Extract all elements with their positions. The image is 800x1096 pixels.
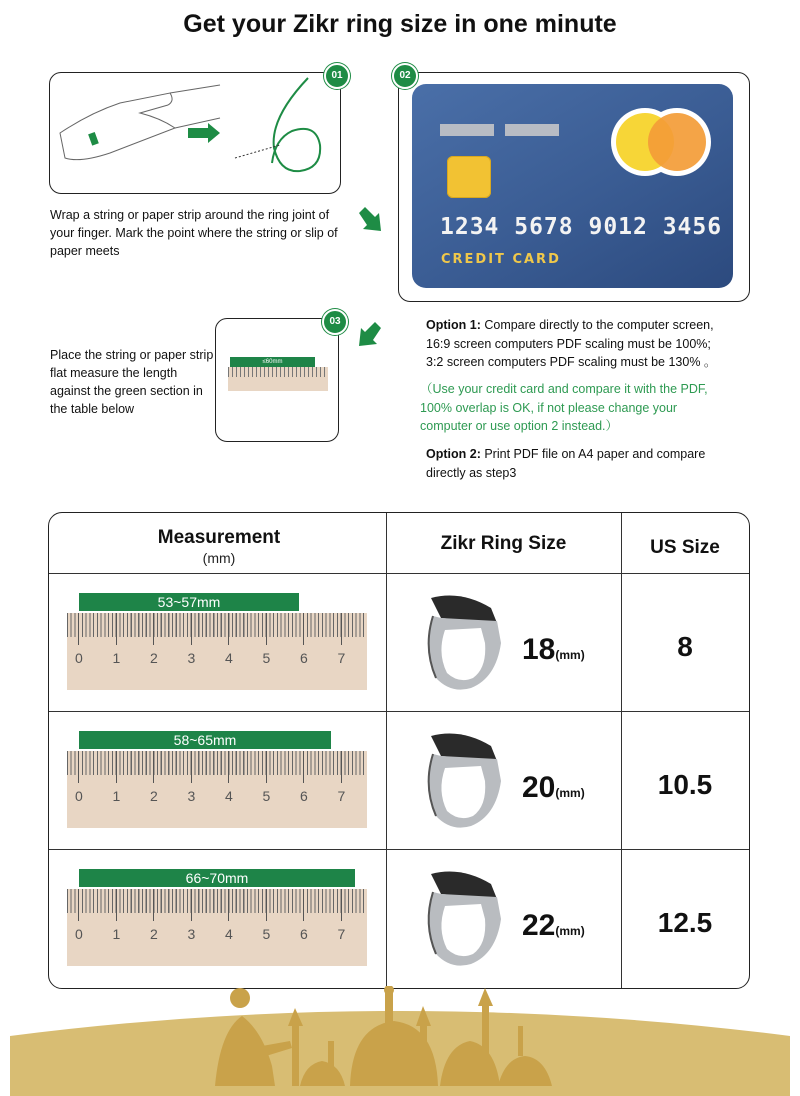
ruler-number: 7 xyxy=(337,926,346,942)
ruler-major-tick xyxy=(116,889,117,921)
ruler-major-tick xyxy=(153,751,154,783)
card-stripe-2 xyxy=(505,124,559,136)
step1-badge: 01 xyxy=(324,63,350,89)
ring-size-number: 18 xyxy=(522,633,556,666)
header-measurement-label: Measurement xyxy=(157,527,281,548)
ruler-major-tick xyxy=(341,889,342,921)
step1-text: Wrap a string or paper strip around the ring joint of your finger. Mark the point where the string or slip of paper meets xyxy=(50,208,338,258)
ruler-number: 0 xyxy=(75,926,83,942)
us-size-value: 8 xyxy=(677,631,693,662)
ruler-major-tick xyxy=(191,889,192,921)
ring-icon xyxy=(411,864,511,974)
step3-badge: 03 xyxy=(322,309,348,335)
card-chip-icon xyxy=(447,156,491,198)
ruler-ticks xyxy=(67,751,367,775)
arrow-right-icon xyxy=(188,123,220,143)
ruler-number: 3 xyxy=(187,788,196,804)
size-table xyxy=(48,512,750,989)
hand-finger-illustration xyxy=(50,73,340,193)
ruler-number: 2 xyxy=(150,926,158,942)
step3-ruler xyxy=(228,367,328,391)
ruler-number: 1 xyxy=(112,788,121,804)
ruler-major-tick xyxy=(191,613,192,645)
option-note: （Use your credit card and compare it with the PDF, 100% overlap is OK, if not please change your computer or use option 2 instead.） xyxy=(420,382,708,433)
ring-size-number: 20 xyxy=(522,771,556,804)
ruler-number: 3 xyxy=(187,650,196,666)
table-row xyxy=(49,573,749,711)
ruler-major-tick xyxy=(303,751,304,783)
ruler-number: 4 xyxy=(225,650,233,666)
step1-illustration xyxy=(49,72,341,194)
ruler-major-tick xyxy=(303,889,304,921)
arrow-down-right-icon xyxy=(355,205,385,235)
measurement-bar: 58~65mm xyxy=(79,731,331,749)
ruler-major-tick xyxy=(153,889,154,921)
table-row xyxy=(49,849,749,987)
ruler-major-tick xyxy=(266,889,267,921)
ring-icon xyxy=(411,726,511,836)
ruler-major-tick xyxy=(78,613,79,645)
header-measurement xyxy=(49,527,389,569)
step3-box xyxy=(215,318,339,442)
card-brand-logo-icon xyxy=(607,102,717,182)
ruler-number: 6 xyxy=(300,788,308,804)
ruler-number: 5 xyxy=(262,926,271,942)
measurement-bar: 66~70mm xyxy=(79,869,355,887)
ruler-major-tick xyxy=(341,751,342,783)
ruler-number: 2 xyxy=(150,650,158,666)
us-size-value: 10.5 xyxy=(657,769,713,800)
mosque-footer-illustration xyxy=(0,986,800,1096)
ruler-major-tick xyxy=(303,613,304,645)
page-title: Get your Zikr ring size in one minute xyxy=(183,10,617,38)
card-number: 1234 5678 9012 3456 xyxy=(440,214,723,240)
ruler-number: 0 xyxy=(75,650,83,666)
ruler xyxy=(67,751,367,828)
step2-badge: 02 xyxy=(392,63,418,89)
ruler-number: 5 xyxy=(262,650,271,666)
ruler-major-tick xyxy=(266,613,267,645)
ruler-number: 2 xyxy=(150,788,158,804)
option2 xyxy=(426,445,726,482)
option1-label: Option 1: xyxy=(426,318,481,332)
step3-bar-label: ≤60mm xyxy=(262,359,283,365)
option1-text: Compare directly to the computer screen, 16:9 screen computers PDF scaling must be 100%; 3:2 screen computers PDF scaling must be 130% 。 xyxy=(426,318,717,369)
ruler-major-tick xyxy=(228,751,229,783)
card-stripe-1 xyxy=(440,124,494,136)
ruler-number: 7 xyxy=(337,650,346,666)
ring-icon xyxy=(411,588,511,698)
ruler-number: 7 xyxy=(337,788,346,804)
ruler-number: 4 xyxy=(225,926,233,942)
ruler xyxy=(67,613,367,690)
credit-card xyxy=(412,84,733,288)
ring-size-value xyxy=(522,633,585,667)
ring-size-value xyxy=(522,771,585,805)
header-measurement-unit: (mm) xyxy=(202,550,236,566)
ruler-major-tick xyxy=(78,751,79,783)
table-row xyxy=(49,711,749,849)
card-label: CREDIT CARD xyxy=(441,252,561,267)
ruler-major-tick xyxy=(341,613,342,645)
ruler-number: 3 xyxy=(187,926,196,942)
ring-size-unit: (mm) xyxy=(555,648,585,662)
ruler-number: 4 xyxy=(225,788,233,804)
ruler-major-tick xyxy=(116,751,117,783)
ruler-major-tick xyxy=(228,613,229,645)
ruler-number: 1 xyxy=(112,650,121,666)
ring-size-number: 22 xyxy=(522,909,556,942)
option1 xyxy=(426,316,731,372)
option2-text: Print PDF file on A4 paper and compare directly as step3 xyxy=(426,447,706,480)
ruler-major-tick xyxy=(191,751,192,783)
ruler-number: 6 xyxy=(300,650,308,666)
ruler-major-tick xyxy=(116,613,117,645)
step3-ruler-ticks xyxy=(228,367,328,377)
header-ring-size: Zikr Ring Size xyxy=(440,533,567,554)
ruler-ticks xyxy=(67,613,367,637)
step3-green-bar xyxy=(230,357,315,367)
ring-size-unit: (mm) xyxy=(555,924,585,938)
step3-text: Place the string or paper strip flat measure the length against the green section in the table below xyxy=(50,348,214,416)
ruler-major-tick xyxy=(78,889,79,921)
ruler-major-tick xyxy=(153,613,154,645)
ring-size-value xyxy=(522,909,585,943)
ruler-ticks xyxy=(67,889,367,913)
option2-label: Option 2: xyxy=(426,447,481,461)
us-size-value: 12.5 xyxy=(657,907,713,938)
ruler-number: 5 xyxy=(262,788,271,804)
ruler-major-tick xyxy=(266,751,267,783)
arrow-down-left-icon xyxy=(355,320,385,350)
measurement-bar: 53~57mm xyxy=(79,593,299,611)
header-us-size: US Size xyxy=(650,537,720,558)
ruler-number: 6 xyxy=(300,926,308,942)
ruler-major-tick xyxy=(228,889,229,921)
ruler xyxy=(67,889,367,966)
ring-size-unit: (mm) xyxy=(555,786,585,800)
ruler-number: 1 xyxy=(112,926,121,942)
ruler-number: 0 xyxy=(75,788,83,804)
